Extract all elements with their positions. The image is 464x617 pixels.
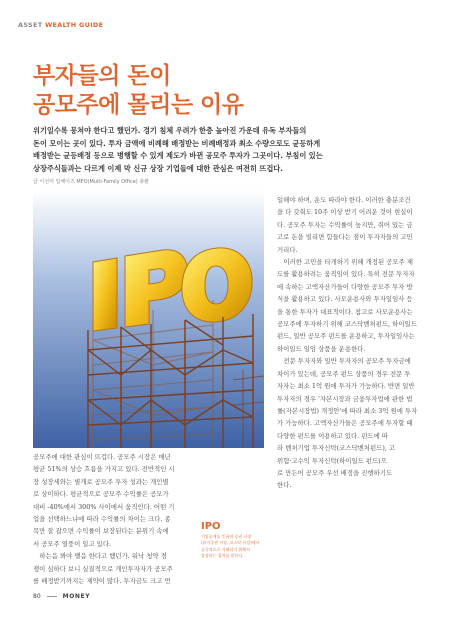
footer-divider [47, 596, 57, 597]
body-line: 로 만든어 공모주 우선 배정을 진행하기도 [277, 468, 393, 477]
body-line: 서 공모주 열풍이 일고 있다. [33, 539, 112, 548]
magazine-name: MONEY [62, 593, 91, 600]
page-footer [33, 593, 90, 600]
body-line: 식을 활용하고 있다. 사모운용사와 투자일임사 등 [277, 295, 413, 304]
ipo-definition-line: 공식적으로 거래되기 위해서 [201, 546, 250, 552]
body-line: 평균 51%의 상승 흐름을 가지고 있다. 전반적인 시 [33, 465, 175, 474]
body-line: 을 다 갖춰도 10주 이상 받기 어려운 것이 현실이 [277, 208, 413, 217]
body-line: 률(자본시장법) 개정안'에 따라 최소 3억 원에 투자 [277, 406, 418, 415]
body-line: 일해야 하며, 운도 따라야 한다. 이러한 충분조건 [277, 196, 411, 204]
body-line: 펀드, 일반 공모주 펀드를 운용하고, 투자일임사는 [277, 332, 415, 341]
ipo-definition-line: 기업공개를 뜻하며 증권 시장 [201, 534, 252, 539]
body-column-left [33, 451, 185, 587]
section-label-asset: ASSET [18, 21, 43, 29]
section-label-wealth-guide: WEALTH GUIDE [45, 21, 104, 29]
lead-line: 배정받는 균등배정 등으로 병행할 수 있게 제도가 바뀐 공모주 투자가 그곳이다. 부침이 있는 [33, 151, 323, 160]
body-line: 에 속하는 고액자산가들이 다양한 공모주 투자 방 [277, 282, 413, 291]
ipo-sign-photo [33, 190, 264, 448]
ipo-definition-box [201, 521, 273, 560]
body-line: 전문 투자자와 일반 투자자의 공모주 투자금에 [277, 357, 411, 366]
byline: 글 이선미 입체이즈 MFO(Multi-Family Office) 총괄 [33, 179, 149, 185]
body-line: 목만 잘 잡으면 수익률이 보장된다는 분위기 속에 [33, 527, 169, 536]
body-line: 한다. [277, 481, 292, 490]
body-column-right [277, 194, 437, 492]
body-line: 가 가능하다. 고액자산가들은 공모주에 투자할 때 [277, 419, 413, 428]
body-line: 도를 활용하려는 움직임이 있다. 특히 전문 투자자 [277, 270, 415, 279]
body-line: 거리다. [277, 245, 298, 254]
body-line: 장 성장세와는 별개로 공모주 투자 성과는 개인별 [33, 477, 169, 486]
body-line: 위험·고수익 투자신탁(하이일드 펀드)으 [277, 456, 387, 465]
page-number: 80 [33, 593, 41, 600]
title-line-2: 공모주에 몰리는 이유 [33, 92, 244, 118]
lead-line: 상장주식들과는 다르게 이제 막 신규 상장 기업들에 대한 관심은 여전히 뜨겁다. [33, 163, 283, 173]
section-label [18, 21, 103, 29]
body-line: 라 벤처기업 투자신탁(코스닥벤처펀드), 고 [277, 444, 396, 453]
ipo-definition-line: 상장하는 절차를 말한다. [201, 553, 244, 559]
ipo-definition-title: IPO [201, 521, 221, 532]
lead-line: 돈이 모이는 곳이 있다. 투자 금액에 비례해 배정받는 비례배정과 최소 수량으로도 균등하게 [33, 138, 321, 148]
ipo-definition-line: (유가증권 시장, 코스닥 시장)에서 [201, 540, 260, 546]
body-line: 하이일드 일임 상품을 운용한다. [277, 344, 366, 353]
body-line: 차이가 있는데, 공모주 펀드 상품의 경우 전문 투 [277, 369, 411, 378]
body-line: 고로 돈을 빌리면 힘들다는 점이 투자자들의 고민 [277, 233, 413, 242]
article-title [33, 62, 333, 120]
body-line: 대비 -40%에서 300% 사이에서 움직인다. 어떤 기 [33, 502, 175, 511]
title-line-1: 부자들의 돈이 [33, 63, 171, 89]
lead-paragraph [33, 125, 438, 175]
body-line: 를 배정받기까지는 제약이 많다. 투자금도 크고 먼 [33, 577, 171, 586]
ipo-definition-text [201, 534, 273, 560]
body-line: 로 상이하다. 평균적으로 공모주 수익률은 공모가 [33, 490, 169, 499]
body-line: 업을 선택하느냐에 따라 수익률의 차이는 크다. 종 [33, 515, 171, 524]
body-line: 투자자의 경우 '자본시장과 금융투자업에 관한 법 [277, 394, 413, 403]
body-line: 공모주에 투자하기 위해 코스닥벤처펀드, 하이일드 [277, 320, 417, 329]
body-line: 자자는 최소 1억 원에 투자가 가능하다. 반면 일반 [277, 382, 415, 391]
body-line: 이러한 고민을 타개하기 위해 개정된 공모주 제 [277, 258, 413, 267]
body-line: 다양한 펀드를 이용하고 있다. 펀드에 따 [277, 431, 388, 440]
body-line: 을 통한 투자가 대표적이다. 참고로 사모운용사는 [277, 307, 413, 316]
body-line: 하는음 봐야 뱉음 한다고 했던가. 워낙 청약 경 [33, 552, 167, 561]
lead-line: 위기일수록 뭉쳐야 한다고 했던가. 경기 침체 우려가 한층 높아진 가운데 유독 부자들의 [33, 126, 307, 135]
body-line: 공모주에 대한 관심이 뜨겁다. 공모주 시장은 매년 [33, 453, 171, 461]
body-line: 다. 공모주 투자는 수익률이 높지만, 쥐어 있는 금 [277, 220, 413, 229]
body-line: 쟁이 심하다 보니 실질적으로 개인투자자가 공모주 [33, 564, 173, 573]
